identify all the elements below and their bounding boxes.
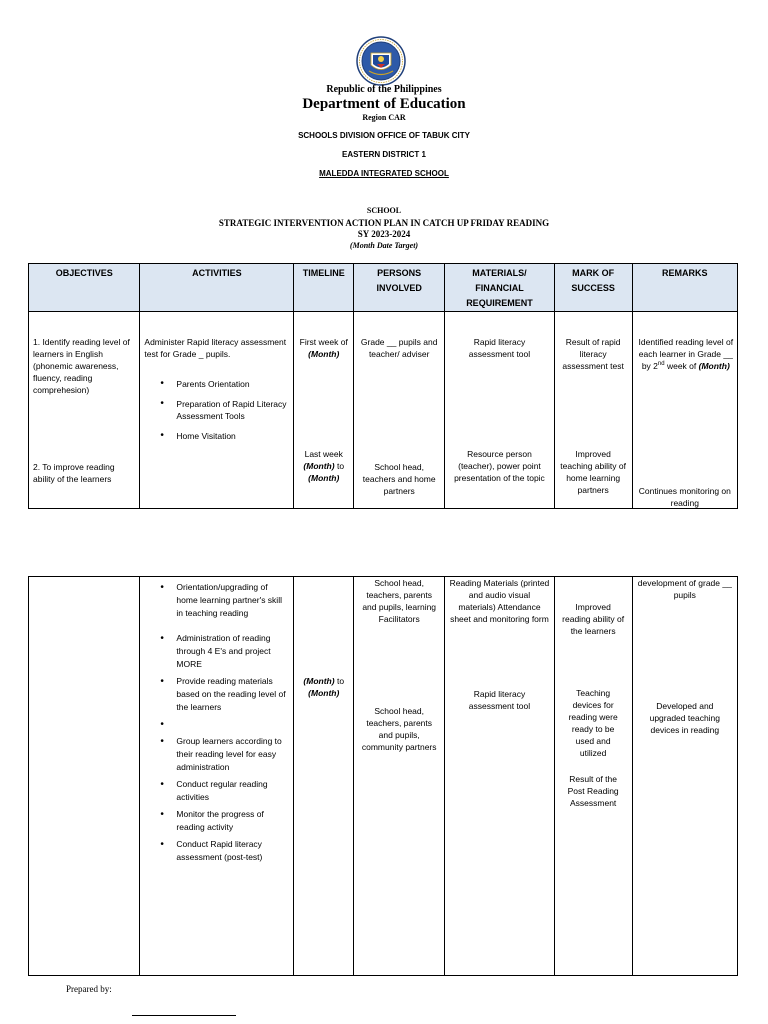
materials-1: Reading Materials (printed and audio visual materials) Attendance sheet and monitoring form (449, 578, 550, 624)
materials-1: Rapid literacy assessment tool (468, 337, 531, 359)
table-header-row (29, 264, 738, 312)
list-item: • Conduct Rapid literacy assessment (post-test) (140, 838, 287, 864)
division-line: SCHOOLS DIVISION OFFICE OF TABUK CITY (298, 131, 470, 140)
header-activities: ACTIVITIES (140, 264, 294, 312)
persons-2: School head, teachers, parents and pupils, community partners (361, 706, 437, 752)
timeline: (Month) to (Month) (303, 676, 345, 698)
district-line: EASTERN DISTRICT 1 (341, 150, 426, 159)
mark-2: Teaching devices for reading were ready to be used and utilized (568, 688, 618, 758)
school-name: MALEDDA INTEGRATED SCHOOL (319, 169, 449, 178)
remarks-1: Identified reading level of each learner in Grade __ by 2nd week of (Month) (638, 337, 734, 371)
mark-2: Improved teaching ability of home learning partners (560, 449, 626, 495)
republic-line: Republic of the Philippines (326, 84, 442, 95)
header-mark: MARK OF SUCCESS (554, 264, 632, 312)
school-year: SY 2023-2024 (357, 229, 411, 239)
prepared-by-label: Prepared by: (66, 984, 112, 994)
list-item (140, 718, 287, 731)
action-plan-table-continued (28, 576, 738, 976)
activity-intro: Administer Rapid literacy assessment test for Grade _ pupils. (144, 337, 287, 359)
deped-seal-logo (356, 36, 406, 86)
materials-2: Rapid literacy assessment tool (468, 689, 531, 711)
objective-2: 2. To improve reading ability of the learners (33, 462, 115, 484)
mark-3: Result of the Post Reading Assessment (567, 774, 619, 808)
department-title: Department of Education (302, 96, 466, 112)
timeline-2: Last week (Month) to (Month) (303, 449, 345, 483)
month-date-target: (Month Date Target) (349, 241, 419, 250)
header-timeline: TIMELINE (294, 264, 354, 312)
timeline-1: First week of (Month) (299, 337, 348, 359)
plan-title: STRATEGIC INTERVENTION ACTION PLAN IN CATCH UP FRIDAY READING (218, 218, 550, 228)
remarks-1: development of grade __ pupils (637, 578, 732, 600)
header-persons: PERSONS INVOLVED (354, 264, 445, 312)
list-item: • Home Visitation (140, 430, 287, 442)
list-item: • Conduct regular reading activities (140, 778, 287, 804)
list-item: • Orientation/upgrading of home learning partner's skill in teaching reading (140, 581, 287, 620)
table-row (29, 577, 738, 976)
list-item: • Preparation of Rapid Literacy Assessment Tools (140, 398, 287, 422)
list-item: • Monitor the progress of reading activity (140, 808, 287, 834)
persons-1: Grade __ pupils and teacher/ adviser (360, 337, 438, 359)
list-item: • Provide reading materials based on the reading level of the learners (140, 675, 287, 714)
persons-2: School head, teachers and home partners (362, 462, 436, 496)
activity-list (140, 581, 287, 864)
signature-line (132, 1015, 236, 1016)
activity-list (140, 378, 287, 442)
remarks-2: Continues monitoring on reading (638, 486, 731, 508)
list-item: • Administration of reading through 4 E's and project MORE (140, 632, 287, 671)
school-label: SCHOOL (366, 206, 402, 215)
header-objectives: OBJECTIVES (29, 264, 140, 312)
materials-2: Resource person (teacher), power point presentation of the topic (454, 449, 545, 483)
mark-1: Improved reading ability of the learners (562, 602, 625, 636)
region-line: Region CAR (362, 113, 406, 122)
header-materials: MATERIALS/ FINANCIAL REQUIREMENT (445, 264, 554, 312)
persons-1: School head, teachers, parents and pupils, learning Facilitators (362, 578, 437, 624)
table-row (29, 312, 738, 509)
objective-1: 1. Identify reading level of learners in English (phonemic awareness, fluency, reading comprehesion) (33, 337, 130, 395)
remarks-2: Developed and upgraded teaching devices in reading (649, 701, 721, 735)
list-item: • Group learners according to their reading level for easy administration (140, 735, 287, 774)
mark-1: Result of rapid literacy assessment test (562, 337, 624, 371)
list-item: • Parents Orientation (140, 378, 287, 390)
header-remarks: REMARKS (632, 264, 737, 312)
action-plan-table (28, 263, 738, 509)
